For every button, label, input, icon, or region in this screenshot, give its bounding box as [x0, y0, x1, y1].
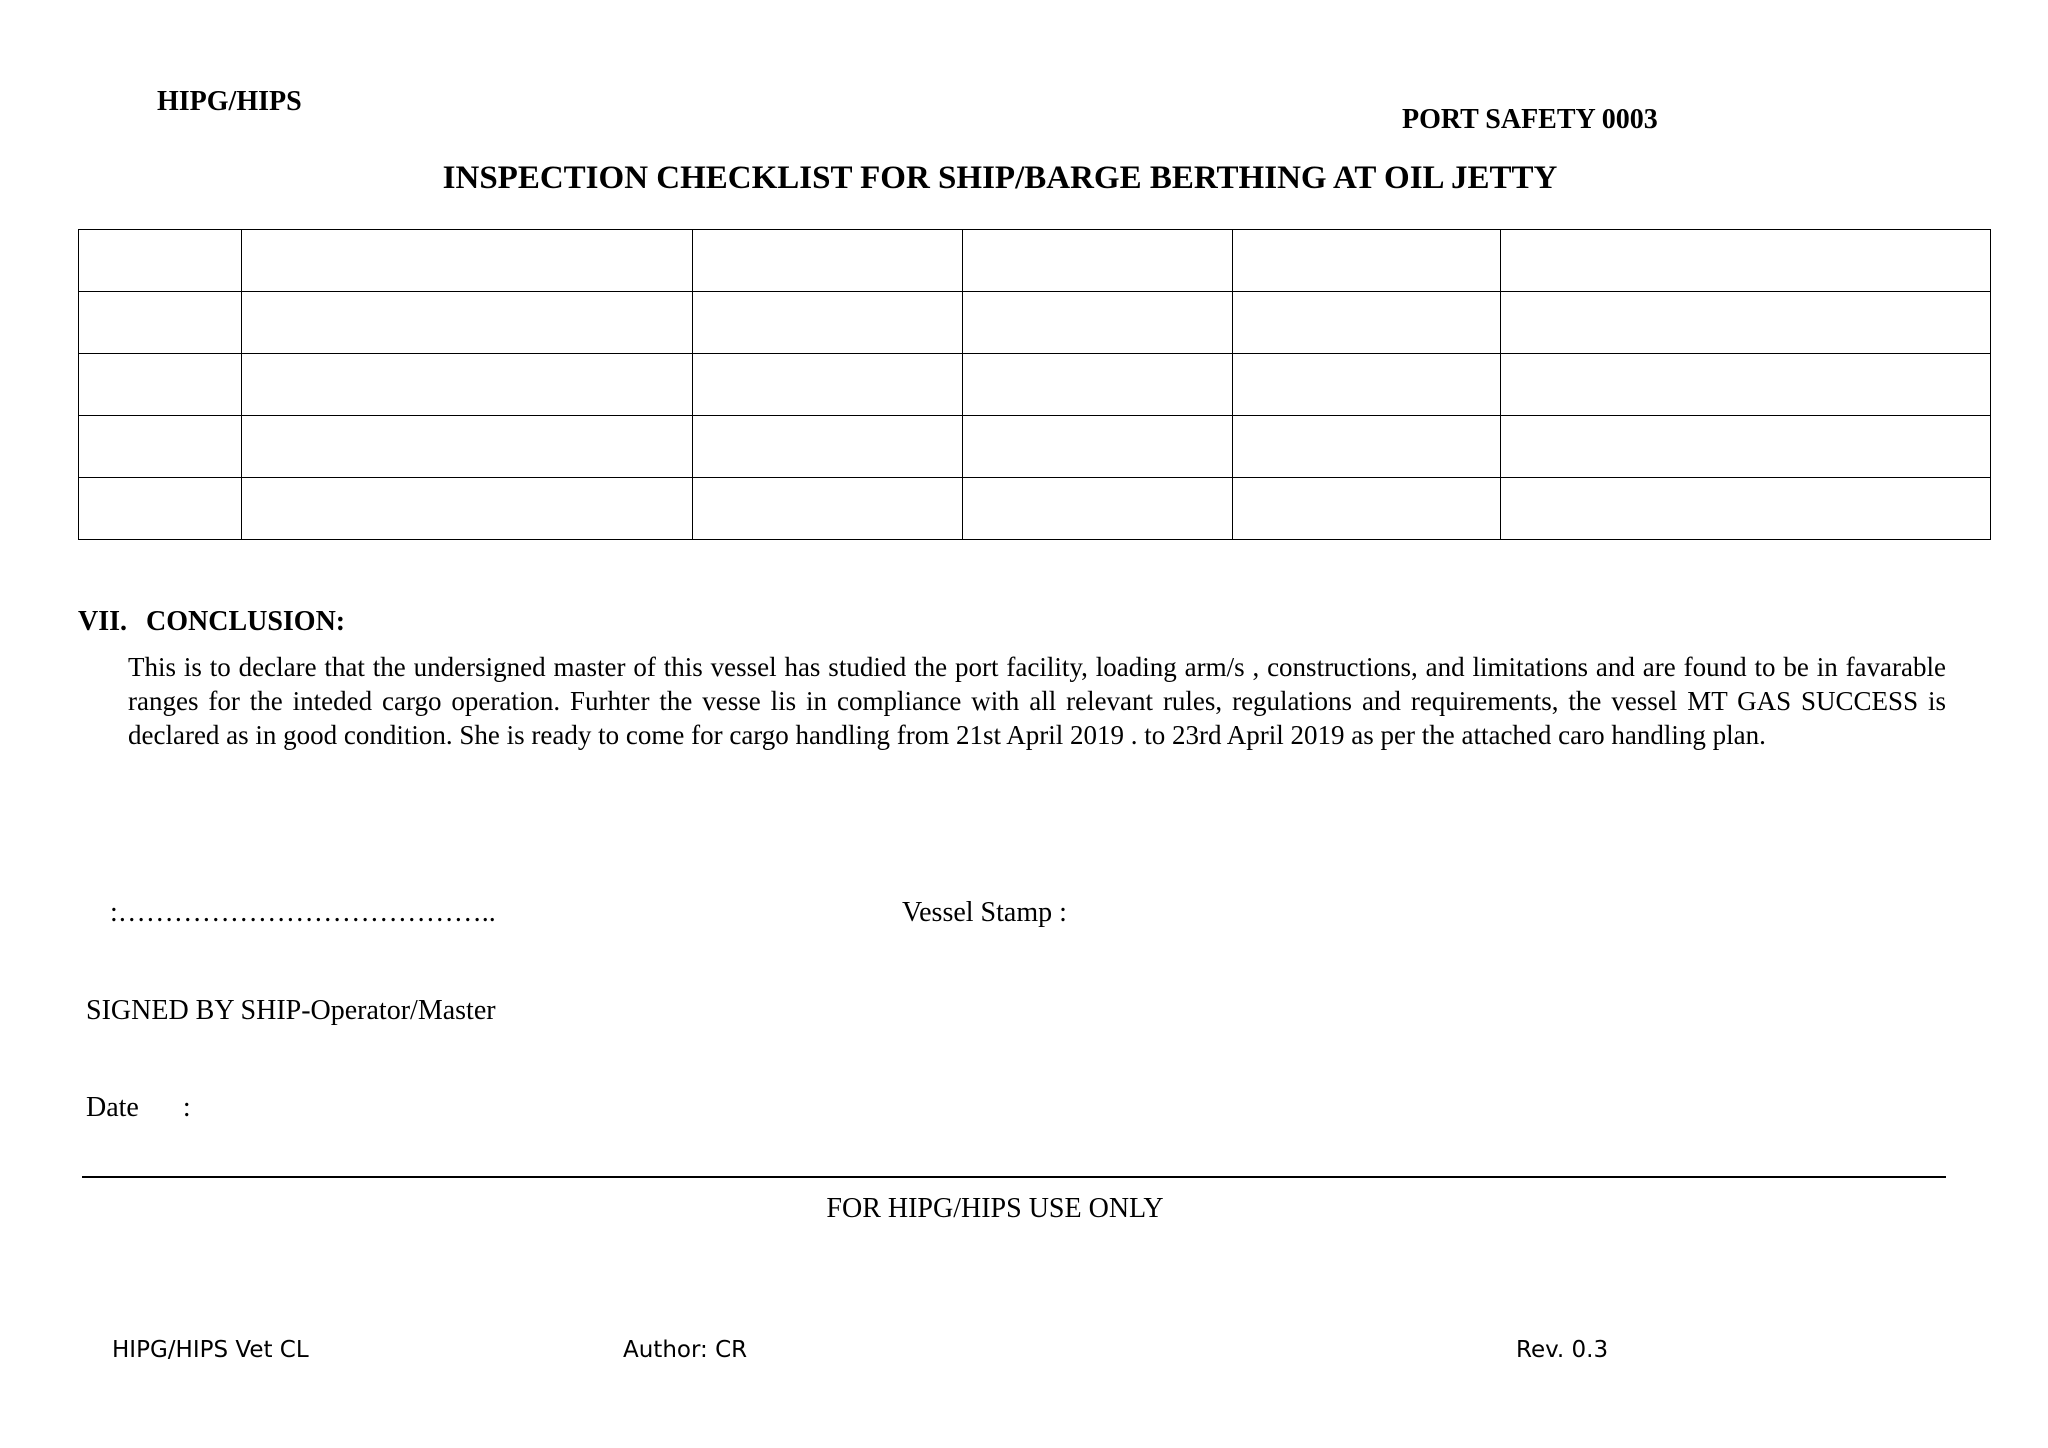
table-cell: [1501, 416, 1991, 478]
table-cell: [242, 416, 693, 478]
table-cell: [1501, 478, 1991, 540]
table-cell: [963, 416, 1233, 478]
section-number: VII.: [78, 606, 128, 637]
section-title: CONCLUSION:: [146, 606, 346, 637]
table-cell: [79, 416, 242, 478]
footer-document-id: HIPG/HIPS Vet CL: [112, 1337, 309, 1363]
table-cell: [963, 478, 1233, 540]
table-cell: [1233, 292, 1501, 354]
document-reference: PORT SAFETY 0003: [1402, 104, 1658, 135]
table-cell: [1501, 230, 1991, 292]
table-cell: [1233, 354, 1501, 416]
divider-line: [82, 1176, 1946, 1178]
table-cell: [79, 354, 242, 416]
table-cell: [693, 478, 963, 540]
conclusion-text: This is to declare that the undersigned master of this vessel has studied the port facility, loading arm/s , constructions, and limitations and are found to be in favarable ranges for the inteded cargo operation. Furhter the vesse lis in compliance with all relevant rules, regulations and requirements, the vessel MT GAS SUCCESS is declared as in good condition. She is ready to come for cargo handling from 21st April 2019 . to 23rd April 2019 as per the attached caro handling plan.: [128, 652, 1946, 750]
table-row: [79, 478, 1991, 540]
table-row: [79, 292, 1991, 354]
table-cell: [693, 354, 963, 416]
page-title: INSPECTION CHECKLIST FOR SHIP/BARGE BERTHING AT OIL JETTY: [442, 160, 1558, 196]
table-cell: [242, 292, 693, 354]
footer-revision: Rev. 0.3: [1516, 1337, 1609, 1363]
table-cell: [242, 354, 693, 416]
table-cell: [1501, 354, 1991, 416]
footer-author: Author: CR: [623, 1337, 748, 1363]
conclusion-heading: [78, 606, 345, 638]
table-cell: [79, 230, 242, 292]
table-cell: [79, 478, 242, 540]
table-cell: [963, 292, 1233, 354]
table-cell: [242, 478, 693, 540]
table-row: [79, 354, 1991, 416]
office-use-label: FOR HIPG/HIPS USE ONLY: [826, 1193, 1164, 1224]
signed-by-label: SIGNED BY SHIP-Operator/Master: [86, 995, 496, 1026]
date-colon: :: [182, 1092, 191, 1123]
table-cell: [693, 230, 963, 292]
vessel-stamp-label: Vessel Stamp :: [902, 897, 1067, 928]
table-row: [79, 230, 1991, 292]
table-cell: [693, 292, 963, 354]
table-row: [79, 416, 1991, 478]
table-cell: [1501, 292, 1991, 354]
table-cell: [693, 416, 963, 478]
date-label: Date: [86, 1092, 139, 1123]
table-cell: [1233, 478, 1501, 540]
table-cell: [242, 230, 693, 292]
date-field: [86, 1092, 191, 1124]
table-cell: [963, 230, 1233, 292]
table-cell: [79, 292, 242, 354]
table-cell: [1233, 230, 1501, 292]
checklist-table: [78, 229, 1991, 540]
table-cell: [963, 354, 1233, 416]
table-cell: [1233, 416, 1501, 478]
signature-line: :…………………………………..: [110, 897, 496, 928]
organization-label: HIPG/HIPS: [157, 86, 302, 117]
